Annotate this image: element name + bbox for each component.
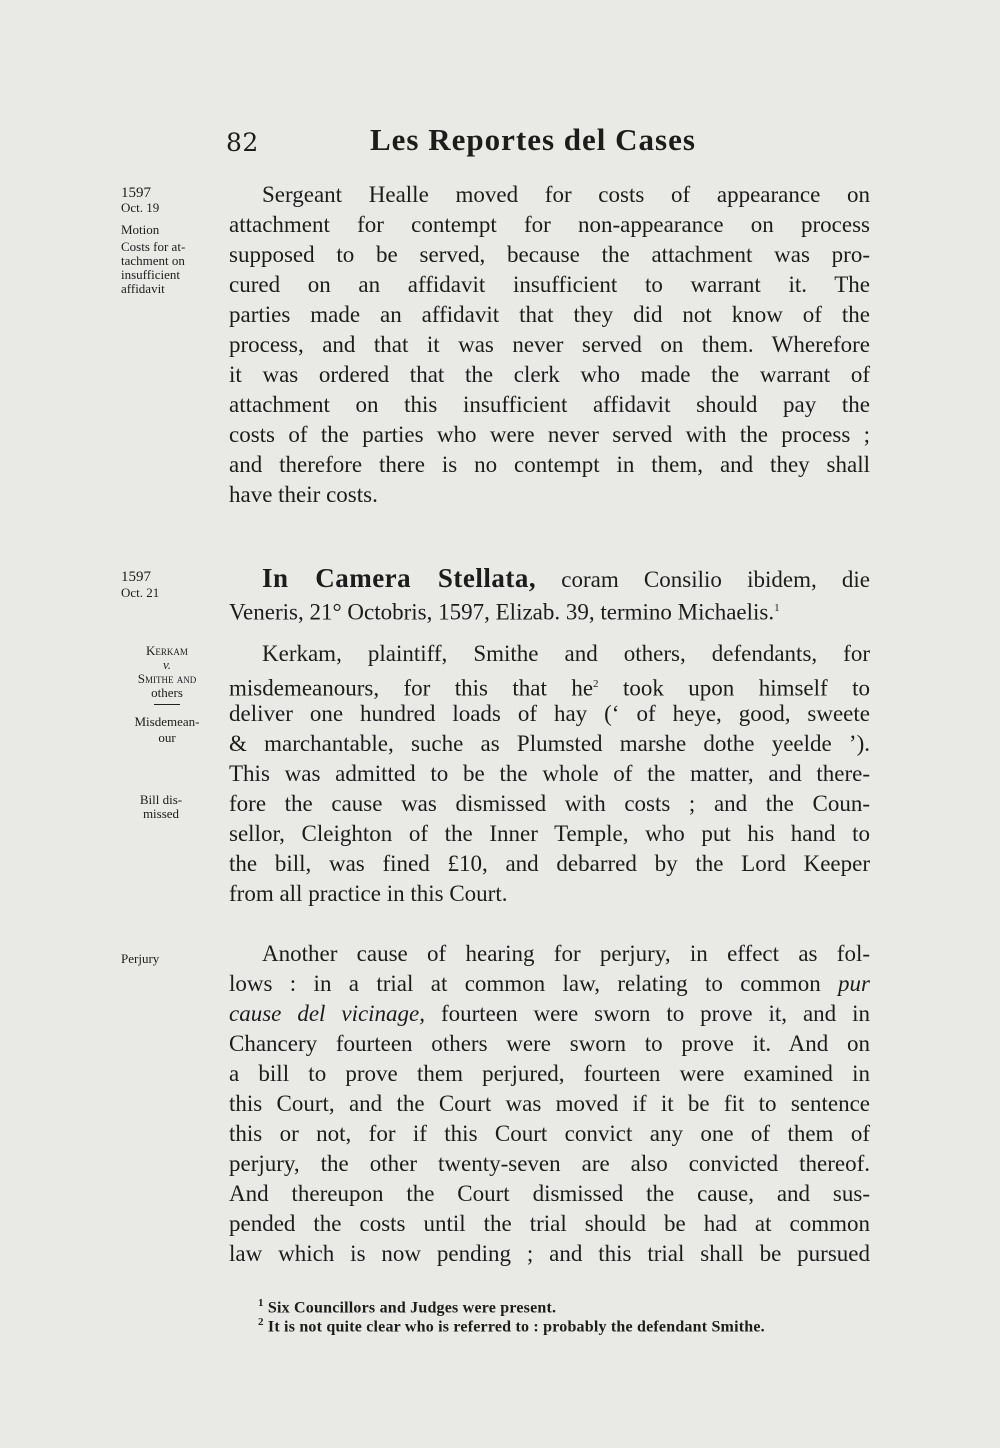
p3-line: [229, 969, 870, 999]
p2-line: deliver one hundred loads of hay (‘ of heye, good, sweete: [229, 701, 870, 726]
margin-year-2: 1597: [121, 569, 151, 585]
margin-costs-line1: Costs for at-: [121, 239, 186, 254]
p1-line: cured on an affidavit insufficient to warrant it. The: [229, 272, 870, 297]
margin-year-1: 1597: [121, 185, 151, 201]
footnote-mark: 1: [258, 1297, 264, 1309]
p1-line: attachment on this insufficient affidavit should pay the: [229, 392, 870, 417]
p3-line: law which is now pending ; and this trial shall be pursued: [229, 1241, 870, 1266]
p1-line: parties made an affidavit that they did not know of the: [229, 302, 870, 327]
margin-costs-line4: affidavit: [121, 281, 165, 296]
p3-line: [229, 999, 870, 1029]
court-heading-line1: [262, 563, 870, 595]
p2-line: This was admitted to be the whole of the matter, and there-: [229, 761, 870, 786]
p2-line: Kerkam, plaintiff, Smithe and others, defendants, for: [262, 641, 870, 666]
p1-line: process, and that it was never served on them. Wherefore: [229, 332, 870, 357]
footnote-text: Six Councillors and Judges were present.: [263, 1299, 557, 1317]
margin-misdemeanour-2: our: [158, 730, 176, 745]
margin-bill-1: Bill dis-: [139, 792, 183, 807]
page-number: 82: [226, 128, 259, 157]
p1-line: attachment for contempt for non-appearance on process: [229, 212, 870, 237]
margin-date-1: Oct. 19: [121, 200, 160, 215]
footnote-text: It is not quite clear who is referred to : probably the defendant Smithe.: [263, 1318, 765, 1336]
case-plaintiff: Kerkam: [146, 643, 188, 658]
p1-line: costs of the parties who were never served with the process ;: [229, 422, 870, 447]
p3-line: Chancery fourteen others were sworn to prove it. And on: [229, 1031, 870, 1056]
court-heading-line2: [229, 593, 870, 623]
p2-text: took upon himself to: [598, 675, 870, 701]
margin-costs-line2: tachment on: [121, 253, 185, 268]
margin-misdemeanour-1: Misdemean-: [134, 714, 200, 729]
p3-italic: cause del vicinage,: [229, 1001, 426, 1026]
case-rule: [121, 701, 213, 709]
footnote-mark: 2: [258, 1316, 264, 1328]
p3-text: fourteen were sworn to prove it, and in: [425, 1001, 870, 1026]
p2-line: fore the cause was dismissed with costs ; and the Coun-: [229, 791, 870, 816]
p3-line: this Court, and the Court was moved if it be fit to sentence: [229, 1091, 870, 1116]
footnote-ref-1: 1: [774, 602, 780, 614]
p2-text: misdemeanours, for this that he: [229, 675, 594, 701]
p3-line: Another cause of hearing for perjury, in effect as fol-: [262, 941, 870, 966]
footnote-2: [258, 1313, 765, 1336]
footnote-ref-2: 2: [593, 678, 599, 690]
p3-italic: pur: [838, 971, 870, 996]
running-title: Les Reportes del Cases: [370, 122, 696, 157]
margin-costs-line3: insufficient: [121, 267, 180, 282]
p2-line: the bill, was fined £10, and debarred by the Lord Keeper: [229, 851, 870, 876]
divider: [154, 704, 180, 705]
margin-motion: Motion: [121, 222, 160, 237]
p1-line: supposed to be served, because the attachment was pro-: [229, 242, 870, 267]
case-defendant: Smithe and: [137, 671, 197, 686]
p2-line: & marchantable, suche as Plumsted marshe dothe yeelde ’).: [229, 731, 870, 756]
p3-line: this or not, for if this Court convict any one of them of: [229, 1121, 870, 1146]
p3-line: a bill to prove them perjured, fourteen were examined in: [229, 1061, 870, 1086]
p3-text: lows : in a trial at common law, relating to common: [229, 971, 839, 996]
margin-date-2: Oct. 21: [121, 585, 160, 600]
court-heading-rest: coram Consilio ibidem, die: [561, 567, 870, 592]
case-versus: v.: [162, 657, 172, 672]
p1-line: Sergeant Healle moved for costs of appearance on: [262, 182, 870, 207]
margin-perjury: Perjury: [121, 951, 160, 966]
p1-line: have their costs.: [229, 482, 378, 507]
case-others: others: [151, 685, 183, 700]
p3-line: perjury, the other twenty-seven are also convicted thereof.: [229, 1151, 870, 1176]
p3-line: And thereupon the Court dismissed the cause, and sus-: [229, 1181, 870, 1206]
p2-line: from all practice in this Court.: [229, 881, 508, 906]
court-date: Veneris, 21° Octobris, 1597, Elizab. 39, termino Michaelis.: [229, 599, 775, 625]
p1-line: and therefore there is no contempt in them, and they shall: [229, 452, 870, 477]
p2-line: sellor, Cleighton of the Inner Temple, who put his hand to: [229, 821, 870, 846]
p1-line: it was ordered that the clerk who made the warrant of: [229, 362, 870, 387]
p2-line: [229, 669, 870, 699]
p3-line: pended the costs until the trial should be had at common: [229, 1211, 870, 1236]
margin-bill-2: missed: [142, 806, 180, 821]
court-name: In Camera Stellata,: [262, 563, 537, 593]
